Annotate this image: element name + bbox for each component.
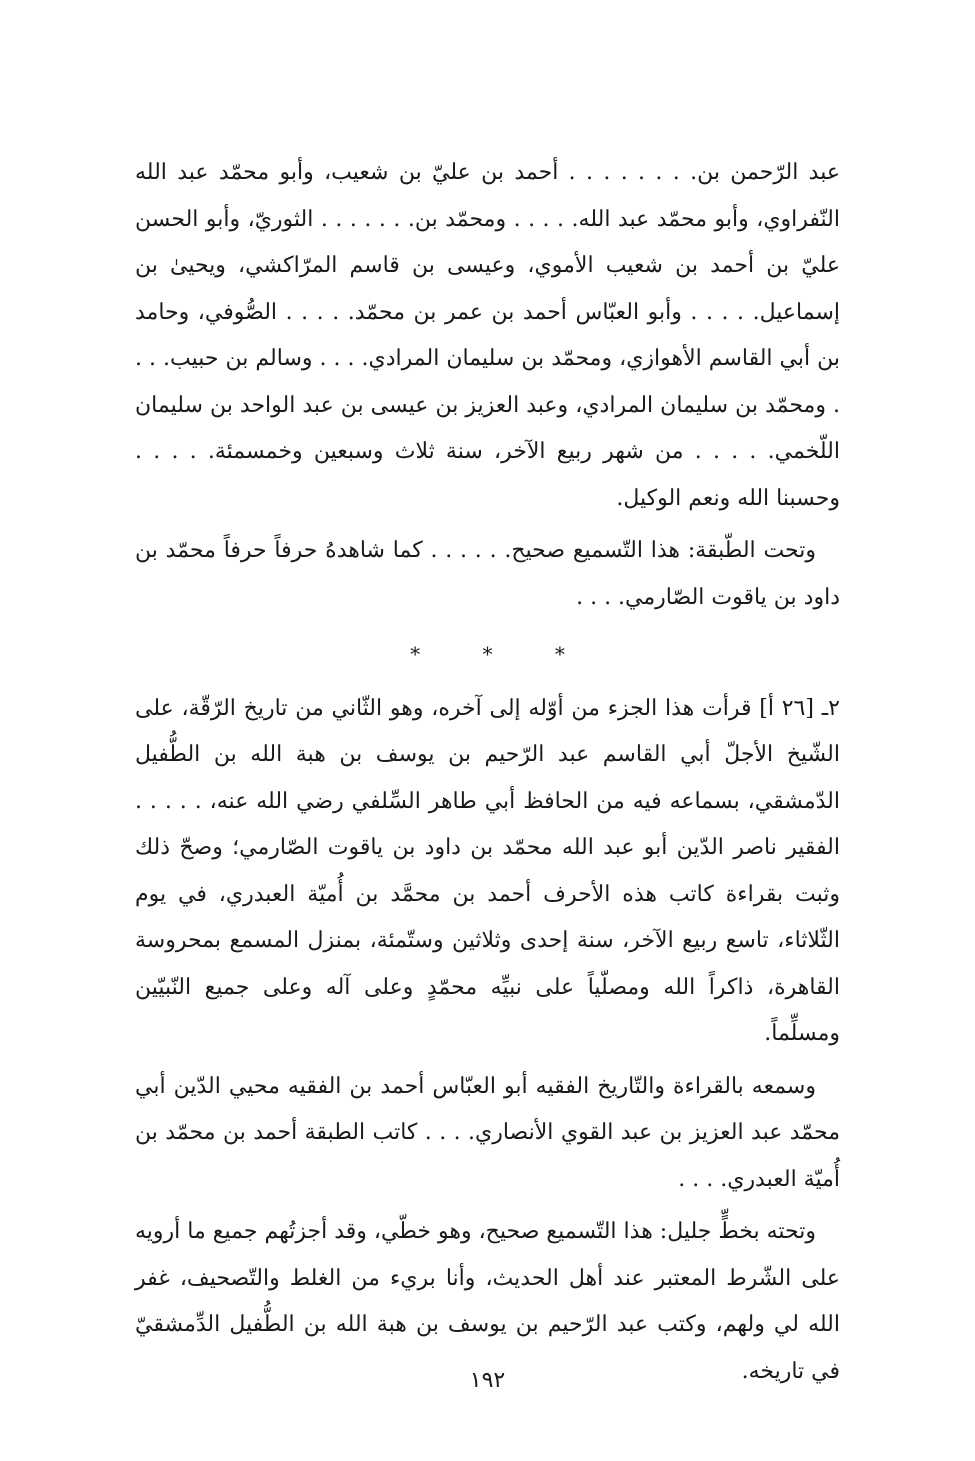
page-number: ١٩٢	[469, 1368, 506, 1393]
paragraph-samaa-names: عبد الرّحمن بن. . . . . . . . أحمد بن عليّ بن شعيب، وأبو محمّد عبد الله النّفراوي، وأبو محمّد عبد الله. . . . . ومحمّد بن. . . . . . . الثوريّ، وأبو الحسن عليّ بن أحمد بن شعيب الأموي، وعيسى بن قاسم المرّاكشي، ويحيىٰ بن إسماعيل. . . . . وأبو العبّاس أحمد بن عمر بن محمّد. . . . . الصُّوفي، وحامد بن أبي القاسم الأهوازي، ومحمّد بن سليمان المرادي. . . . وسالم بن حبيب. . . . ومحمّد بن سليمان المرادي، وعبد العزيز بن عيسى بن عبد الواحد بن سليمان اللّخمي. . . . . من شهر ربيع الآخر، سنة ثلاث وسبعين وخمسمئة. . . . . وحسبنا الله ونعم الوكيل.	[135, 160, 840, 511]
section-separator: * * *	[410, 642, 593, 666]
page-body	[135, 150, 840, 1395]
paragraph-reading-record: ٢ـ [٢٦ أ] قرأت هذا الجزء من أوّله إلى آخره، وهو الثّاني من تاريخ الرّقّة، على الشّيخ الأجلّ أبي القاسم عبد الرّحيم بن يوسف بن هبة الله بن الطُّفيل الدّمشقي، بسماعه فيه من الحافظ أبي طاهر السِّلفي رضي الله عنه، . . . . . الفقير ناصر الدّين أبو عبد الله محمّد بن داود بن ياقوت الصّارمي؛ وصحّ ذلك وثبت بقراءة كاتب هذه الأحرف أحمد بن محمَّد بن أُميّة العبدري، في يوم الثّلاثاء، تاسع ربيع الآخر، سنة إحدى وثلاثين وستّمئة، بمنزل المسمع بمحروسة القاهرة، ذاكراً الله ومصلّياً على نبيِّه محمّدٍ وعلى آله وعلى جميع النّبيّين ومسلِّماً.	[135, 695, 840, 1046]
paragraph-tabaqa-note: وتحت الطّبقة: هذا التّسميع صحيح. . . . . . كما شاهدهُ حرفاً حرفاً محمّد بن داود بن ياقوت الصّارمي. . . .	[135, 538, 840, 610]
paragraph-ijaza-note: وتحته بخطٍّ جليل: هذا التّسميع صحيح، وهو خطّي، وقد أجزتُهم جميع ما أرويه على الشّرط المعتبر عند أهل الحديث، وأنا بريء من الغلط والتّصحيف، غفر الله لي ولهم، وكتب عبد الرّحيم بن يوسف بن هبة الله بن الطُّفيل الدِّمشقيّ في تاريخه.	[135, 1219, 840, 1384]
paragraph-listener-note: وسمعه بالقراءة والتّاريخ الفقيه أبو العبّاس أحمد بن الفقيه محيي الدّين أبي محمّد عبد العزيز بن عبد القوي الأنصاري. . . . كاتب الطبقة أحمد بن محمّد بن أُميّة العبدري. . . .	[135, 1073, 840, 1192]
